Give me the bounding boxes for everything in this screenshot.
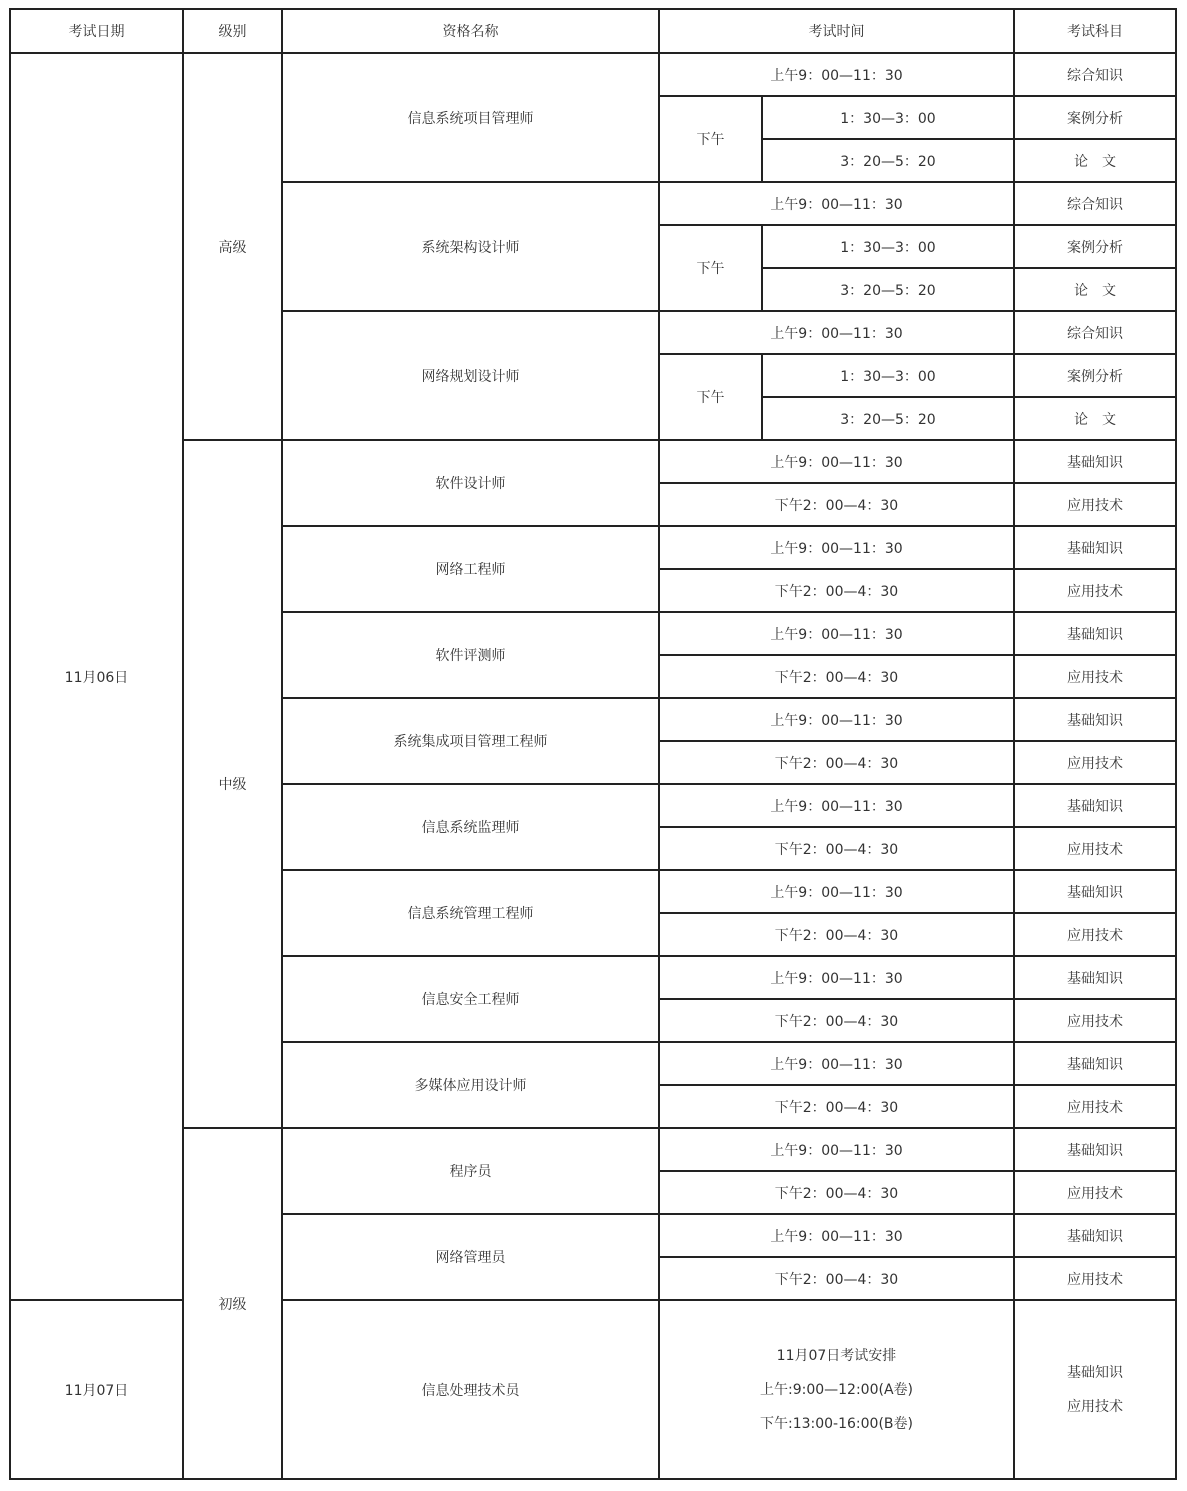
exam-time-line: 11月07日考试安排 [776,1347,897,1364]
exam-subject: 论 文 [1014,139,1176,182]
exam-subject: 综合知识 [1014,182,1176,225]
exam-time: 下午2：00—4：30 [659,1171,1014,1214]
level-cell-middle: 中级 [183,440,282,1128]
exam-time: 下午2：00—4：30 [659,1257,1014,1300]
header-subject: 考试科目 [1014,9,1176,53]
date-cell-nov06: 11月06日 [10,53,183,1300]
exam-time: 上午9：00—11：30 [659,784,1014,827]
qualification-name: 网络规划设计师 [282,311,659,440]
exam-time: 下午2：00—4：30 [659,827,1014,870]
exam-subject: 应用技术 [1014,999,1176,1042]
qualification-name: 程序员 [282,1128,659,1214]
exam-time: 上午9：00—11：30 [659,53,1014,96]
exam-subject: 基础知识 [1014,526,1176,569]
afternoon-label: 下午 [659,96,762,182]
exam-time: 下午2：00—4：30 [659,913,1014,956]
qualification-name: 软件评测师 [282,612,659,698]
exam-time: 下午2：00—4：30 [659,655,1014,698]
header-time: 考试时间 [659,9,1014,53]
table-row [10,53,1176,96]
exam-schedule-table [9,8,1177,1480]
afternoon-label: 下午 [659,354,762,440]
exam-subject: 论 文 [1014,397,1176,440]
exam-subject: 应用技术 [1014,1257,1176,1300]
exam-time: 上午9：00—11：30 [659,311,1014,354]
exam-subject: 基础知识 [1014,698,1176,741]
exam-subject: 基础知识 [1014,1042,1176,1085]
exam-subject: 基础知识 [1014,956,1176,999]
exam-time-multiline [659,1300,1014,1479]
exam-subject: 应用技术 [1014,913,1176,956]
exam-subject: 基础知识 [1014,440,1176,483]
qualification-name: 信息系统管理工程师 [282,870,659,956]
qualification-name: 系统集成项目管理工程师 [282,698,659,784]
exam-time: 1：30—3：00 [762,354,1014,397]
exam-time: 上午9：00—11：30 [659,526,1014,569]
exam-time: 上午9：00—11：30 [659,1128,1014,1171]
exam-time: 1：30—3：00 [762,96,1014,139]
level-cell-junior: 初级 [183,1128,282,1479]
exam-subject: 应用技术 [1014,655,1176,698]
exam-time-line: 上午:9:00—12:00(A卷) [759,1381,913,1398]
level-cell-senior: 高级 [183,53,282,440]
qualification-name: 网络工程师 [282,526,659,612]
exam-subject: 应用技术 [1014,1085,1176,1128]
exam-subject: 基础知识 [1014,612,1176,655]
exam-subject-line: 应用技术 [1067,1398,1123,1415]
exam-subject: 应用技术 [1014,569,1176,612]
date-cell-nov07: 11月07日 [10,1300,183,1479]
qualification-name: 信息处理技术员 [282,1300,659,1479]
qualification-name: 网络管理员 [282,1214,659,1300]
table-row [10,1128,1176,1171]
exam-time: 3：20—5：20 [762,139,1014,182]
exam-time: 下午2：00—4：30 [659,1085,1014,1128]
qualification-name: 信息安全工程师 [282,956,659,1042]
header-row [10,9,1176,53]
exam-subject: 应用技术 [1014,827,1176,870]
exam-time: 1：30—3：00 [762,225,1014,268]
exam-subject: 综合知识 [1014,311,1176,354]
exam-subject: 应用技术 [1014,1171,1176,1214]
exam-subject: 案例分析 [1014,96,1176,139]
exam-subject-multiline [1014,1300,1176,1479]
exam-subject: 基础知识 [1014,784,1176,827]
qualification-name: 信息系统监理师 [282,784,659,870]
table-row [10,440,1176,483]
exam-time: 上午9：00—11：30 [659,440,1014,483]
exam-time: 上午9：00—11：30 [659,612,1014,655]
exam-time: 下午2：00—4：30 [659,569,1014,612]
exam-time: 3：20—5：20 [762,268,1014,311]
exam-subject: 案例分析 [1014,225,1176,268]
exam-subject: 应用技术 [1014,483,1176,526]
qualification-name: 多媒体应用设计师 [282,1042,659,1128]
exam-subject: 论 文 [1014,268,1176,311]
exam-time: 上午9：00—11：30 [659,1214,1014,1257]
afternoon-label: 下午 [659,225,762,311]
exam-time: 上午9：00—11：30 [659,870,1014,913]
exam-time: 上午9：00—11：30 [659,182,1014,225]
exam-subject-line: 基础知识 [1067,1364,1123,1381]
exam-time-line: 下午:13:00-16:00(B卷) [760,1415,913,1432]
qualification-name: 软件设计师 [282,440,659,526]
exam-time: 下午2：00—4：30 [659,483,1014,526]
qualification-name: 信息系统项目管理师 [282,53,659,182]
qualification-name: 系统架构设计师 [282,182,659,311]
exam-subject: 应用技术 [1014,741,1176,784]
exam-time: 上午9：00—11：30 [659,956,1014,999]
exam-time: 下午2：00—4：30 [659,999,1014,1042]
exam-subject: 基础知识 [1014,1214,1176,1257]
exam-subject: 基础知识 [1014,1128,1176,1171]
exam-time: 上午9：00—11：30 [659,1042,1014,1085]
exam-time: 下午2：00—4：30 [659,741,1014,784]
exam-subject: 案例分析 [1014,354,1176,397]
header-qualification: 资格名称 [282,9,659,53]
exam-subject: 基础知识 [1014,870,1176,913]
header-date: 考试日期 [10,9,183,53]
exam-time: 3：20—5：20 [762,397,1014,440]
header-level: 级别 [183,9,282,53]
exam-time: 上午9：00—11：30 [659,698,1014,741]
exam-subject: 综合知识 [1014,53,1176,96]
